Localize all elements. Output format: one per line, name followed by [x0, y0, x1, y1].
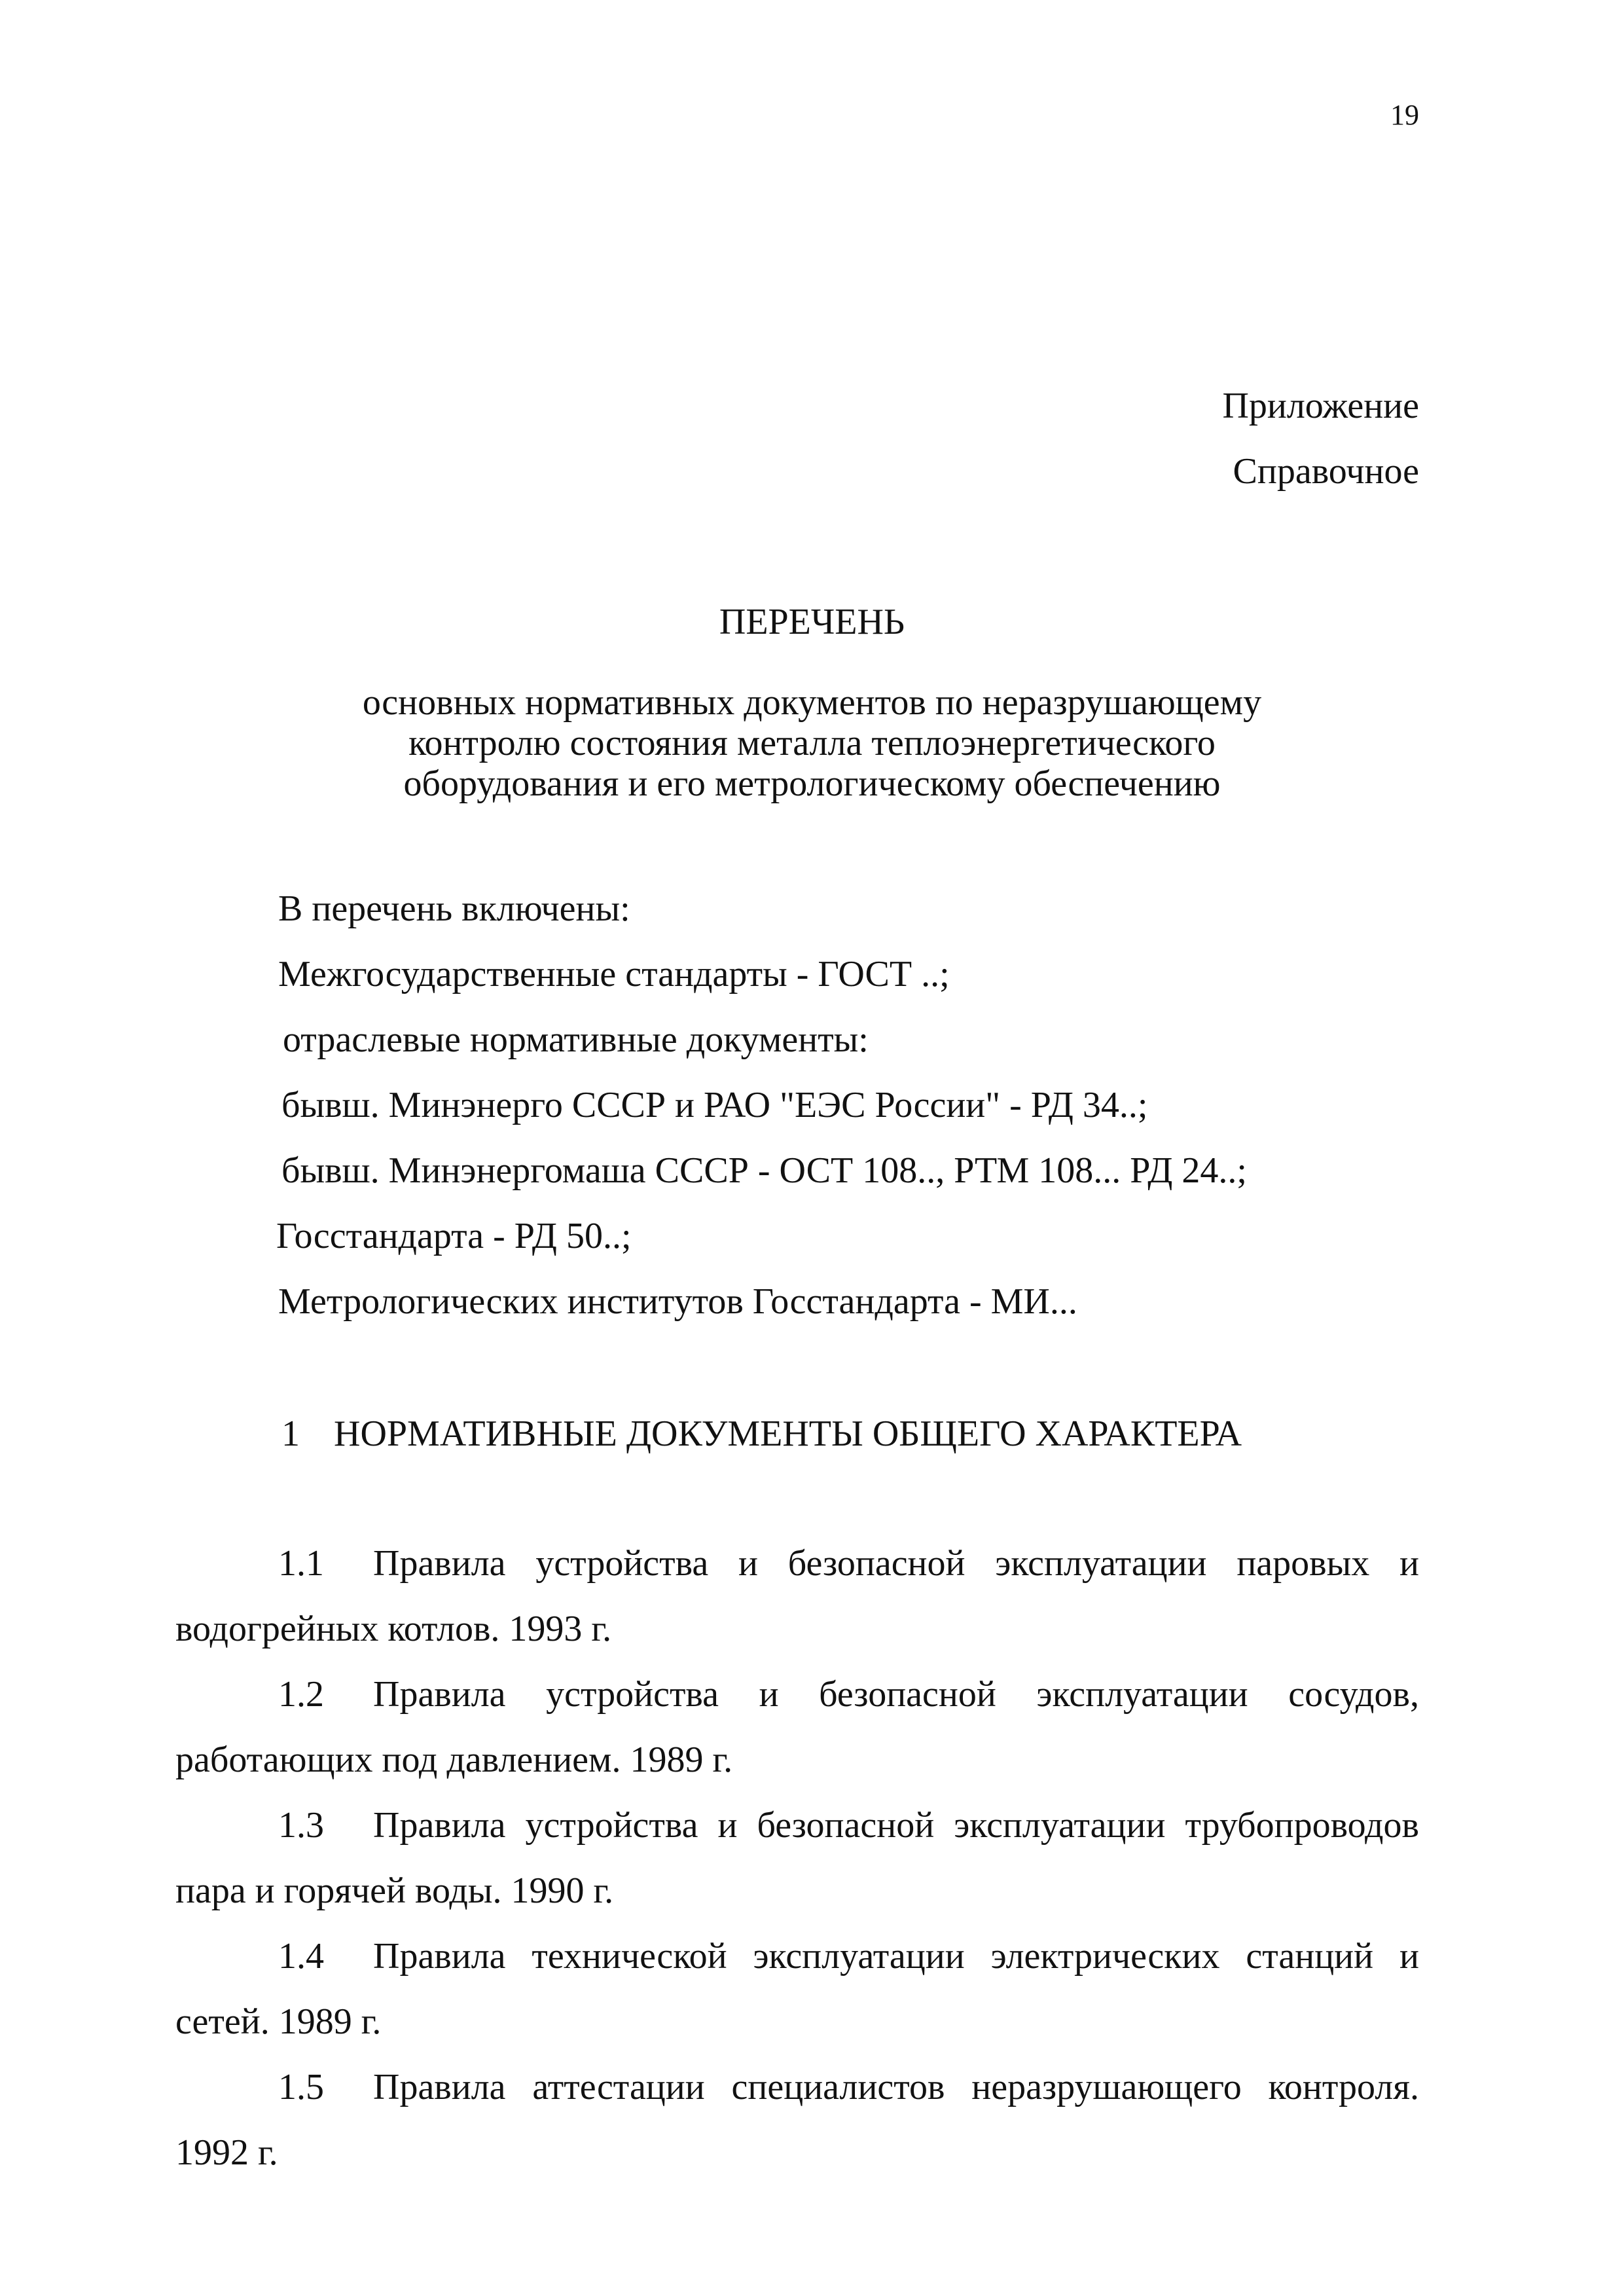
item-number: 1.4 [278, 1936, 324, 1977]
item-number: 1.3 [278, 1805, 324, 1846]
document-subtitle-line: контролю состояния металла теплоэнергетического [408, 723, 1216, 763]
item-text: Правила устройства и безопасной эксплуатации трубопроводов [373, 1805, 1419, 1846]
document-list-item [175, 1531, 1419, 1662]
intro-line: Госстандарта - РД 50..; [276, 1216, 632, 1256]
intro-line: бывш. Минэнергомаша СССР - ОСТ 108.., РТМ 108... РД 24..; [281, 1150, 1247, 1191]
item-text: Правила устройства и безопасной эксплуатации сосудов, [373, 1674, 1419, 1715]
item-text-continuation: водогрейных котлов. 1993 г. [175, 1609, 612, 1649]
intro-line: Межгосударственные стандарты - ГОСТ ..; [278, 954, 950, 994]
document-list-item [175, 2054, 1419, 2185]
item-number: 1.2 [278, 1674, 324, 1715]
section-title: НОРМАТИВНЫЕ ДОКУМЕНТЫ ОБЩЕГО ХАРАКТЕРА [334, 1413, 1242, 1454]
item-number: 1.1 [278, 1543, 324, 1584]
item-text-continuation: сетей. 1989 г. [175, 2001, 382, 2042]
page-number: 19 [1390, 99, 1419, 131]
item-text-continuation: пара и горячей воды. 1990 г. [175, 1870, 614, 1911]
document-subtitle-line: оборудования и его метрологическому обеспечению [403, 763, 1221, 804]
section-heading [281, 1413, 1242, 1455]
document-title: ПЕРЕЧЕНЬ [719, 602, 905, 642]
document-subtitle-line: основных нормативных документов по неразрушающему [362, 682, 1262, 723]
annex-title: Приложение [1222, 386, 1419, 426]
intro-line: бывш. Минэнерго СССР и РАО "ЕЭС России" - РД 34..; [281, 1085, 1148, 1125]
document-list-item [175, 1662, 1419, 1793]
item-text-continuation: работающих под давлением. 1989 г. [175, 1740, 733, 1780]
item-text: Правила технической эксплуатации электрических станций и [373, 1936, 1419, 1977]
document-list-item [175, 1923, 1419, 2054]
item-text: Правила аттестации специалистов неразрушающего контроля. [373, 2067, 1419, 2107]
document-list-item [175, 1793, 1419, 1923]
annex-type: Справочное [1233, 451, 1419, 492]
item-text-continuation: 1992 г. [175, 2132, 278, 2173]
item-text: Правила устройства и безопасной эксплуатации паровых и [373, 1543, 1419, 1584]
intro-line: Метрологических институтов Госстандарта - МИ... [278, 1281, 1077, 1322]
intro-line: отраслевые нормативные документы: [283, 1019, 869, 1060]
intro-line: В перечень включены: [278, 888, 630, 929]
section-number: 1 [281, 1413, 300, 1454]
item-number: 1.5 [278, 2067, 324, 2107]
